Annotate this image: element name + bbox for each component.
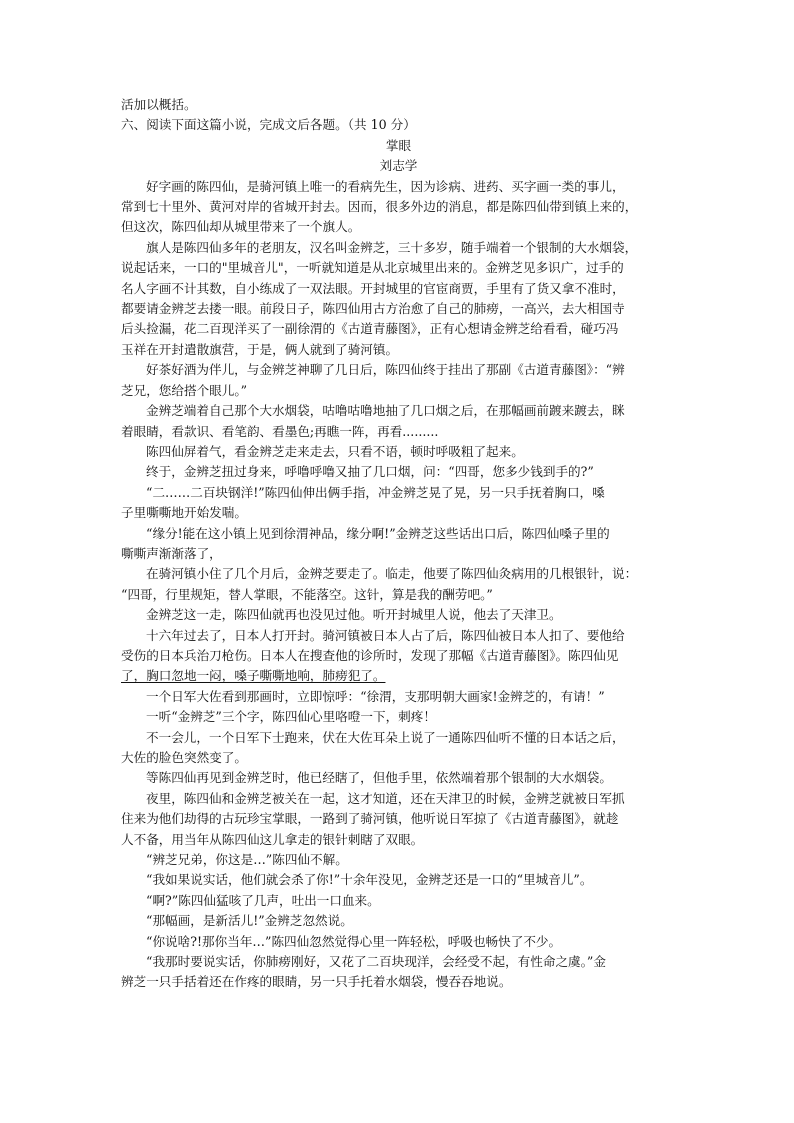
text-line: 好茶好酒为伴儿，与金辨芝神聊了几日后，陈四仙终于挂出了那副《古道青藤图》：“辨 bbox=[146, 362, 625, 378]
paragraph bbox=[121, 707, 676, 727]
text-line: 好字画的陈四仙，是骑河镇上唯一的看病先生，因为诊病、进药、买字画一类的事儿， bbox=[146, 178, 625, 194]
text-line: “四哥，行里规矩，替人掌眼，不能落空。这针，算是我的酬劳吧。” bbox=[121, 586, 493, 602]
text-line: 都要请金辨芝去搂一眼。前段日子，陈四仙用古方治愈了自己的肺痨，一高兴，去大相国寺 bbox=[121, 301, 625, 317]
text-line: 大佐的脸色突然变了。 bbox=[121, 750, 247, 765]
paragraph bbox=[121, 768, 676, 788]
text-line: 十六年过去了，日本人打开封。骑河镇被日本人占了后，陈四仙被日本人扣了、要他给 bbox=[146, 627, 625, 643]
paragraph bbox=[121, 932, 676, 952]
text-line: 旗人是陈四仙多年的老朋友，汉名叫金辨芝，三十多岁，随手端着一个银制的大水烟袋， bbox=[146, 239, 638, 255]
story-author: 刘志学 bbox=[379, 158, 418, 174]
text-line: 在骑河镇小住了几个月后，金辨芝要走了。临走，他要了陈四仙灸病用的几根银针，说： bbox=[146, 566, 638, 582]
text-line: 受伤的日本兵治刀枪伤。日本人在搜查他的诊所时，发现了那幅《古道青藤图》。陈四仙见 bbox=[121, 647, 619, 663]
paragraph bbox=[121, 564, 676, 605]
paragraph bbox=[121, 870, 676, 890]
text-line: 人不备，用当年从陈四仙这儿拿走的银针刺瞎了双眼。 bbox=[121, 831, 424, 847]
text-line: “啊?”陈四仙猛咳了几声，吐出一口血来。 bbox=[146, 892, 380, 908]
text-line: 名人字画不计其数，自小练成了一双法眼。开封城里的官宦商贾，手里有了货又拿不准时， bbox=[121, 280, 625, 296]
paragraph bbox=[121, 462, 676, 482]
text-line: 说起话来，一口的"里城音儿"，一听就知道是从北京城里出来的。金辨芝见多识广，过手的 bbox=[121, 260, 624, 276]
paragraph bbox=[121, 850, 676, 870]
document-page bbox=[121, 95, 676, 993]
text-line: 金辨芝端着自己那个大水烟袋，咕噜咕噜地抽了几口烟之后，在那幅画前踱来踱去，眯 bbox=[146, 403, 625, 419]
underlined-text-line: 了，胸口忽地一闷，嗓子嘶嘶地响，肺痨犯了。 bbox=[121, 668, 386, 684]
text-line: “辨芝兄弟，你这是…”陈四仙不解。 bbox=[146, 852, 348, 868]
paragraph bbox=[121, 360, 676, 401]
text-line: 金辨芝这一走，陈四仙就再也没见过他。听开封城里人说，他去了天津卫。 bbox=[146, 607, 562, 623]
text-line: 子里嘶嘶地开始发喘。 bbox=[121, 505, 247, 521]
paragraph bbox=[121, 605, 676, 625]
text-line: 不一会儿，一个日军下士跑来，伏在大佐耳朵上说了一通陈四仙听不懂的日本话之后， bbox=[146, 729, 625, 745]
paragraph bbox=[121, 524, 676, 565]
text-line: 终于，金辨芝扭过身来，呼噜呼噜又抽了几口烟，问：“四哥，您多少钱到手的?” bbox=[146, 464, 594, 480]
text-line: “二……二百块钢洋!”陈四仙伸出俩手指，冲金辨芝晃了晃，另一只手抚着胸口，嗓 bbox=[146, 484, 605, 500]
paragraph bbox=[121, 177, 676, 238]
text-line: 辨芝一只手括着还在作疼的眼睛，另一只手托着水烟袋，慢吞吞地说。 bbox=[121, 974, 512, 990]
text-line: “你说啥?!那你当年…”陈四仙忽然觉得心里一阵轻松，呼吸也畅快了不少。 bbox=[146, 933, 562, 949]
text-line: 但这次，陈四仙却从城里带来了一个旗人。 bbox=[121, 219, 361, 235]
previous-answer-tail: 活加以概括。 bbox=[121, 97, 197, 112]
text-line: “那幅画，是新活儿!”金辨芝忽然说。 bbox=[146, 913, 353, 929]
text-line: 等陈四仙再见到金辨芝时，他已经瞎了，但他手里，依然端着那个银制的大水烟袋。 bbox=[146, 770, 612, 786]
paragraph bbox=[121, 952, 676, 993]
paragraph bbox=[121, 401, 676, 442]
text-line: 住来为他们劫得的古玩珍宝掌眼，一路到了骑河镇，他听说日军掠了《古道青藤图》，就趁 bbox=[121, 811, 619, 827]
story-title: 掌眼 bbox=[385, 137, 412, 153]
text-line: 一听“金辨芝”三个字，陈四仙心里咯噔一下，刺疼！ bbox=[146, 709, 436, 725]
paragraph bbox=[121, 238, 676, 360]
paragraph bbox=[121, 442, 676, 462]
paragraph bbox=[121, 789, 676, 850]
paragraph bbox=[121, 728, 676, 769]
text-line: “缘分!能在这小镇上见到徐渭神品，缘分啊!”金辨芝这些话出口后，陈四仙嗓子里的 bbox=[146, 525, 610, 541]
text-line: 后头捡漏，花二百现洋买了一副徐渭的《古道青藤图》，正有心想请金辨芝给看看，碰巧冯 bbox=[121, 321, 619, 337]
paragraph bbox=[121, 687, 676, 707]
section-heading: 六、阅读下面这篇小说，完成文后各题。（共 10 分） bbox=[121, 117, 416, 133]
paragraph bbox=[121, 626, 676, 687]
paragraph bbox=[121, 891, 676, 911]
text-line: 夜里，陈四仙和金辨芝被关在一起，这才知道，还在天津卫的时候，金辨芝就被日军抓 bbox=[146, 790, 625, 806]
paragraph bbox=[121, 483, 676, 524]
text-line: 玉祥在开封遣散旗营，于是，俩人就到了骑河镇。 bbox=[121, 341, 399, 357]
text-line: 常到七十里外、黄河对岸的省城开封去。因而，很多外边的消息，都是陈四仙带到镇上来的， bbox=[121, 199, 638, 215]
text-line: 陈四仙屏着气，看金辨芝走来走去，只看不语，顿时呼吸粗了起来。 bbox=[146, 443, 524, 459]
story-body bbox=[121, 177, 676, 993]
text-line: 芝兄，您给搭个眼儿。” bbox=[121, 382, 248, 398]
text-line: “我如果说实话，他们就会杀了你!”十余年没见，金辨芝还是一口的“里城音儿”。 bbox=[146, 872, 593, 888]
text-line: 嘶嘶声渐渐落了， bbox=[121, 545, 222, 561]
text-line: 着眼睛，看款识、看笔韵、看墨色;再瞧一阵，再看......... bbox=[121, 423, 439, 439]
text-line: 一个日军大佐看到那画时，立即惊呼：“徐渭，支那明朝大画家!金辨芝的，有请！” bbox=[146, 688, 605, 704]
paragraph bbox=[121, 911, 676, 931]
text-line: “我那时要说实话，你肺痨刚好，又花了二百块现洋，会经受不起，有性命之虞。”金 bbox=[146, 954, 606, 970]
